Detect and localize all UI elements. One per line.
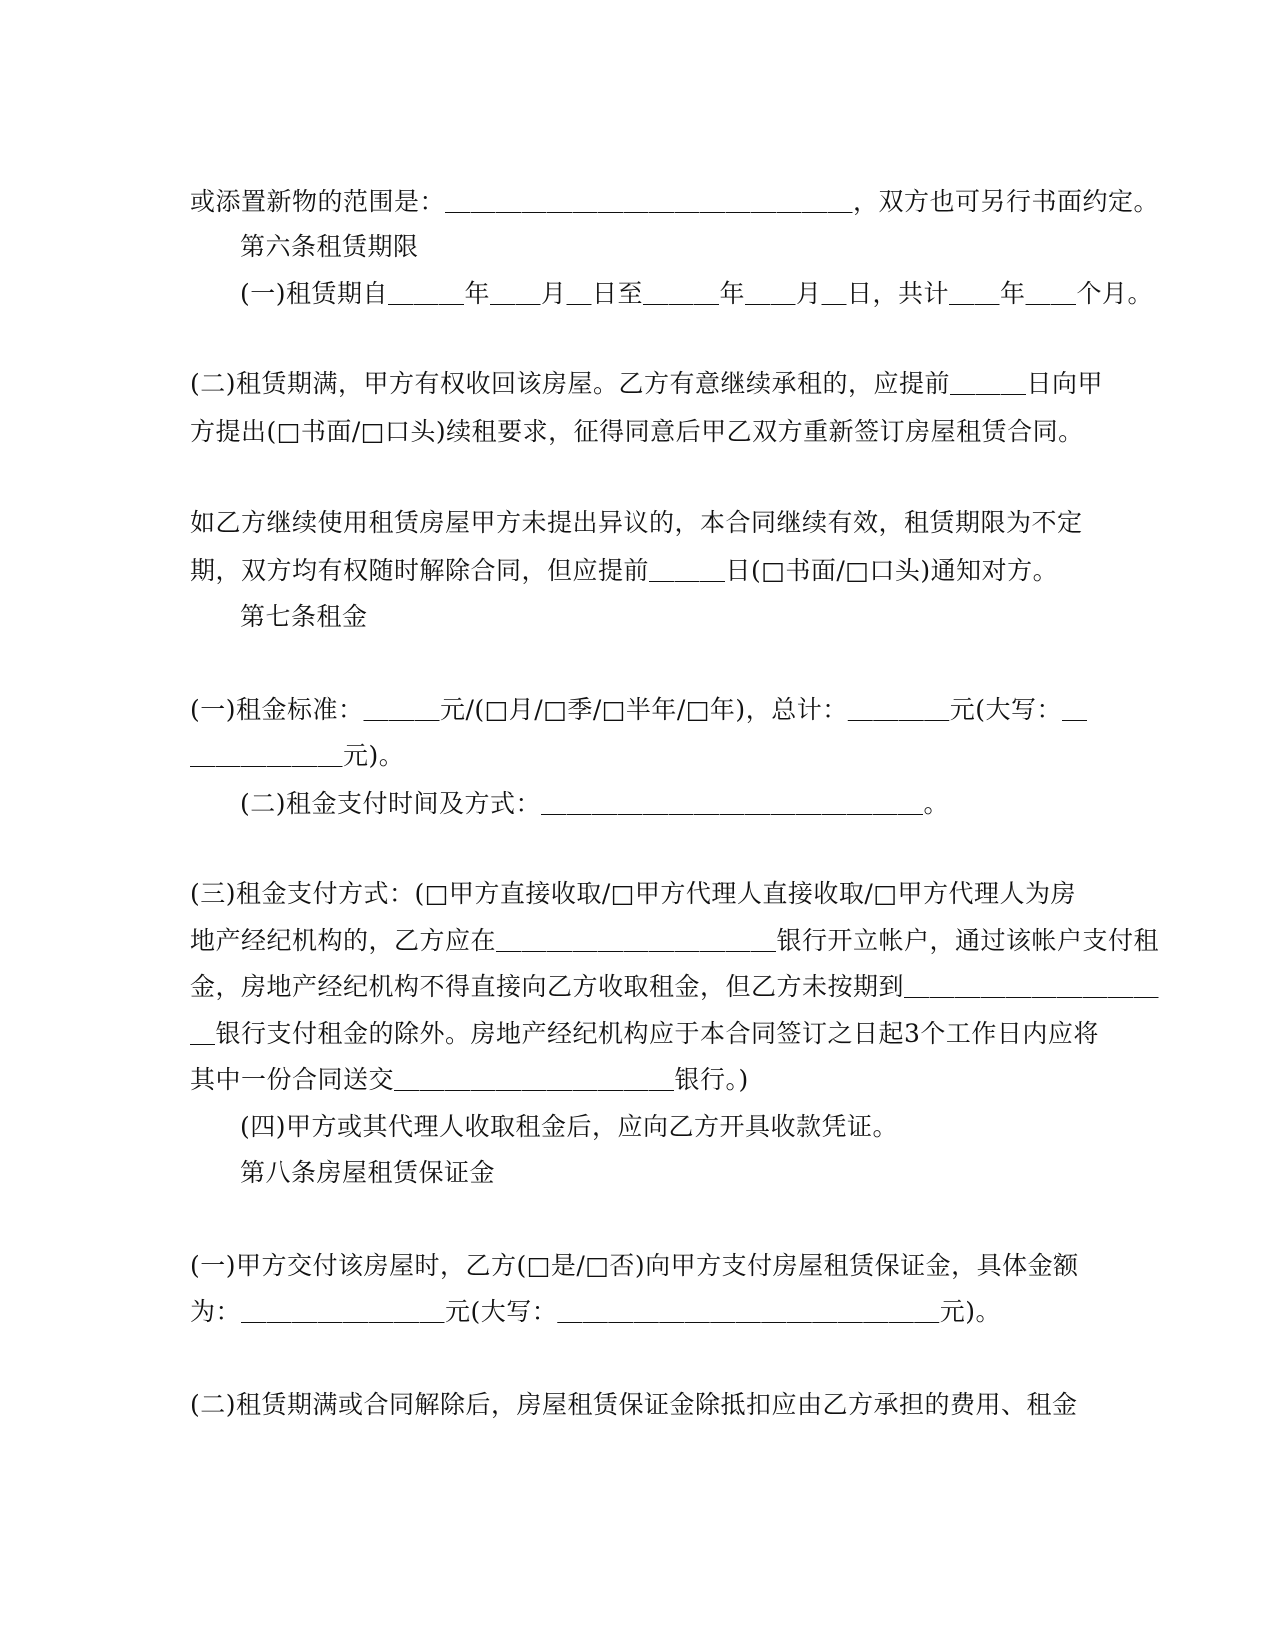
text-line: 金，房地产经纪机构不得直接向乙方收取租金，但乙方未按期到＿＿＿＿＿＿＿＿＿＿ [190,972,1160,1001]
text-line: (三)租金支付方式：(□甲方直接收取/□甲方代理人直接收取/□甲方代理人为房 [190,879,1076,908]
text-line: 其中一份合同送交＿＿＿＿＿＿＿＿＿＿＿银行。) [190,1065,749,1094]
text-line: (二)租赁期满或合同解除后，房屋租赁保证金除抵扣应由乙方承担的费用、租金 [190,1390,1078,1419]
text-line: (一)租赁期自＿＿＿年＿＿月＿日至＿＿＿年＿＿月＿日，共计＿＿年＿＿个月。 [240,279,1154,308]
text-line: 如乙方继续使用租赁房屋甲方未提出异议的，本合同继续有效，租赁期限为不定 [190,508,1083,537]
section-heading-lease-term: 第六条租赁期限 [240,232,419,261]
text-line: (四)甲方或其代理人收取租金后，应向乙方开具收款凭证。 [240,1112,899,1141]
text-line: 为：＿＿＿＿＿＿＿＿元(大写：＿＿＿＿＿＿＿＿＿＿＿＿＿＿＿元)。 [190,1297,1002,1326]
text-line: (一)甲方交付该房屋时，乙方(□是/□否)向甲方支付房屋租赁保证金，具体金额 [190,1251,1079,1280]
text-line: ＿＿＿＿＿＿元)。 [190,741,405,770]
text-line: 或添置新物的范围是：＿＿＿＿＿＿＿＿＿＿＿＿＿＿＿＿，双方也可另行书面约定。 [190,187,1160,216]
text-line: ＿银行支付租金的除外。房地产经纪机构应于本合同签订之日起3个工作日内应将 [190,1019,1099,1048]
section-heading-deposit: 第八条房屋租赁保证金 [240,1158,496,1187]
text-line: (二)租赁期满，甲方有权收回该房屋。乙方有意继续承租的，应提前＿＿＿日向甲 [190,369,1104,398]
section-heading-rent: 第七条租金 [240,602,368,631]
text-line: (一)租金标准：＿＿＿元/(□月/□季/□半年/□年)，总计：＿＿＿＿元(大写：＿ [190,695,1088,724]
text-line: 地产经纪机构的，乙方应在＿＿＿＿＿＿＿＿＿＿＿银行开立帐户，通过该帐户支付租 [190,926,1160,955]
text-line: 期，双方均有权随时解除合同，但应提前＿＿＿日(□书面/□口头)通知对方。 [190,556,1059,585]
text-line: (二)租金支付时间及方式：＿＿＿＿＿＿＿＿＿＿＿＿＿＿＿。 [240,789,950,818]
text-line: 方提出(□书面/□口头)续租要求，征得同意后甲乙双方重新签订房屋租赁合同。 [190,417,1084,446]
